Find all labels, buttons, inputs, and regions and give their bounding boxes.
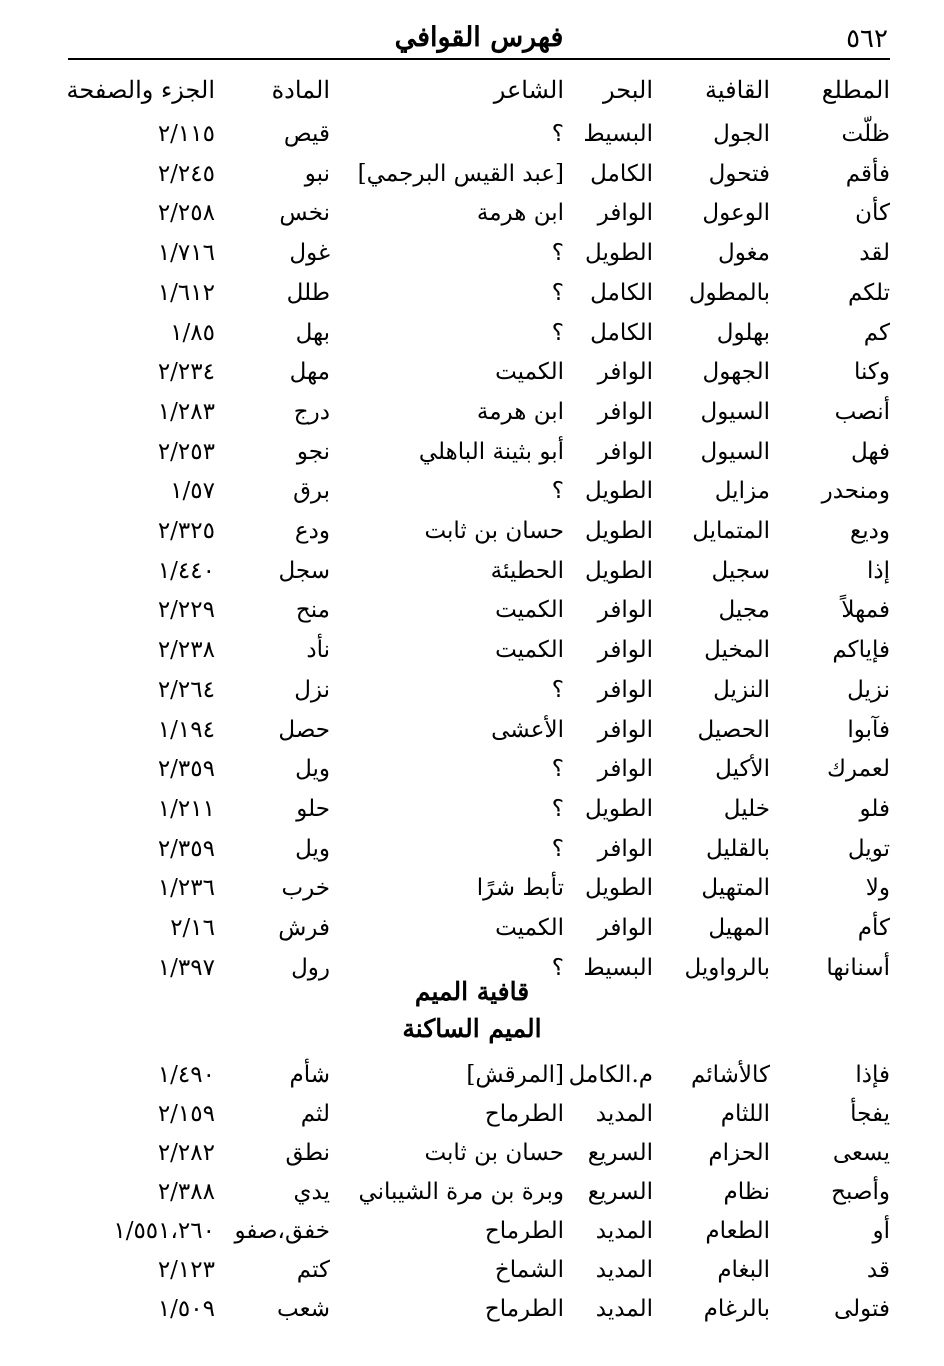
cell-root: نزل — [294, 676, 330, 703]
cell-qafiya: خليل — [723, 795, 770, 822]
cell-qafiya: مجيل — [718, 597, 770, 624]
cell-root: لثم — [300, 1101, 330, 1127]
cell-poet: الطرماح — [484, 1101, 564, 1127]
cell-poet: [عبد القيس البرجمي] — [357, 160, 564, 187]
cell-poet: تأبط شرًا — [476, 875, 564, 902]
cell-matla: وأصبح — [831, 1179, 890, 1205]
cell-qafiya: الجهول — [702, 359, 770, 386]
cell-root: برق — [293, 478, 330, 505]
cell-bahr: الوافر — [597, 756, 653, 783]
cell-matla: كأن — [855, 200, 890, 227]
col-header-shaer: الشاعر — [493, 76, 564, 104]
table-row — [0, 630, 944, 670]
cell-qafiya: النزيل — [713, 676, 770, 703]
cell-bahr: الوافر — [597, 597, 653, 624]
cell-bahr: المديد — [595, 1218, 653, 1244]
cell-volume-page: ٢/١٢٣ — [157, 1257, 215, 1283]
section-subtitle: الميم الساكنة — [402, 1014, 542, 1043]
cell-matla: فمهلاً — [841, 597, 890, 624]
cell-qafiya: الطعام — [705, 1218, 770, 1244]
cell-poet: الطرماح — [484, 1296, 564, 1322]
cell-qafiya: السيول — [700, 438, 770, 465]
cell-root: نخس — [279, 200, 330, 227]
cell-qafiya: اللثام — [720, 1101, 770, 1127]
cell-volume-page: ٢/١٥٩ — [157, 1101, 215, 1127]
cell-volume-page: ١/٢١١ — [157, 795, 215, 822]
cell-matla: ومنحدر — [821, 478, 890, 505]
cell-matla: فإذا — [855, 1062, 890, 1088]
cell-root: بهل — [295, 319, 330, 346]
cell-poet: أبو بثينة الباهلي — [418, 438, 564, 465]
cell-poet: الأعشى — [491, 716, 564, 743]
cell-root: فرش — [278, 915, 330, 941]
cell-volume-page: ٢/٢٣٨ — [157, 637, 215, 664]
table-row — [0, 590, 944, 630]
cell-matla: إذا — [866, 557, 890, 584]
table-row — [0, 233, 944, 273]
table-row — [0, 313, 944, 353]
cell-root: ودع — [294, 518, 330, 544]
cell-volume-page: ١/٦١٢ — [157, 279, 215, 306]
cell-matla: لعمرك — [826, 756, 890, 783]
cell-poet: ؟ — [551, 756, 564, 783]
table-row — [0, 154, 944, 194]
cell-qafiya: المهيل — [708, 915, 770, 941]
cell-matla: ظلّت — [841, 121, 890, 147]
cell-qafiya: المتهيل — [701, 875, 770, 902]
cell-volume-page: ١/٢٨٣ — [157, 398, 215, 425]
cell-root: يدي — [293, 1179, 330, 1205]
table-row — [0, 1289, 944, 1329]
cell-volume-page: ٢/٣٥٩ — [157, 835, 215, 862]
cell-bahr: الوافر — [597, 716, 653, 743]
cell-matla: تلكم — [847, 279, 890, 306]
cell-poet: وبرة بن مرة الشيباني — [358, 1179, 564, 1205]
cell-root: خفق،صفو — [234, 1218, 330, 1244]
table-row — [0, 352, 944, 392]
cell-bahr: م.الكامل — [568, 1062, 653, 1088]
cell-root: سجل — [278, 557, 330, 584]
col-header-matla: المطلع — [821, 76, 890, 104]
cell-volume-page: ١/٨٥ — [170, 319, 215, 346]
cell-bahr: الكامل — [590, 279, 653, 306]
cell-bahr: المديد — [595, 1101, 653, 1127]
cell-poet: ؟ — [551, 795, 564, 822]
cell-poet: ؟ — [551, 835, 564, 862]
cell-poet: الشماخ — [494, 1257, 564, 1283]
cell-root: نبو — [304, 160, 330, 187]
cell-qafiya: مزايل — [714, 478, 770, 505]
cell-qafiya: الأكيل — [715, 756, 770, 783]
table-row — [0, 551, 944, 591]
cell-qafiya: البغام — [717, 1257, 770, 1283]
col-header-bahr: البحر — [603, 76, 653, 104]
cell-poet: ابن هرمة — [476, 398, 564, 425]
cell-matla: فتولى — [834, 1296, 890, 1322]
page-header — [68, 18, 890, 60]
cell-bahr: الوافر — [597, 835, 653, 862]
table-row — [0, 392, 944, 432]
cell-bahr: المديد — [595, 1257, 653, 1283]
cell-qafiya: بالرواويل — [684, 954, 770, 981]
cell-qafiya: المخيل — [704, 637, 770, 664]
cell-qafiya: كالأشائم — [690, 1062, 770, 1088]
cell-bahr: البسيط — [583, 954, 653, 981]
cell-qafiya: الحزام — [708, 1140, 770, 1166]
cell-matla: نزيل — [847, 676, 890, 703]
table-row — [0, 114, 944, 154]
cell-matla: وكنا — [853, 359, 890, 386]
cell-matla: فأقم — [845, 160, 890, 187]
cell-matla: فإياكم — [832, 637, 890, 664]
cell-matla: يسعى — [832, 1140, 890, 1166]
cell-qafiya: فتحول — [708, 160, 770, 187]
table-row — [0, 829, 944, 869]
table-row — [0, 789, 944, 829]
cell-poet: حسان بن ثابت — [424, 518, 564, 544]
cell-bahr: الطويل — [585, 875, 653, 902]
col-header-madda: المادة — [271, 76, 330, 104]
table-row — [0, 670, 944, 710]
cell-root: شأم — [289, 1062, 330, 1088]
table-row — [0, 273, 944, 313]
cell-volume-page: ٢/٢٨٢ — [157, 1140, 215, 1166]
cell-qafiya: بهلول — [716, 319, 770, 346]
cell-bahr: الكامل — [590, 160, 653, 187]
cell-poet: الكميت — [495, 359, 564, 386]
cell-bahr: الطويل — [585, 557, 653, 584]
cell-volume-page: ١/٥٥١،٢٦٠ — [113, 1218, 215, 1244]
cell-root: نجو — [296, 438, 330, 465]
cell-volume-page: ٢/٣٢٥ — [157, 518, 215, 544]
cell-matla: أو — [872, 1218, 890, 1244]
cell-poet: ابن هرمة — [476, 200, 564, 227]
cell-root: منح — [295, 597, 330, 624]
column-headers — [0, 70, 944, 110]
cell-volume-page: ٢/٣٨٨ — [157, 1179, 215, 1205]
cell-poet: ؟ — [551, 478, 564, 505]
col-header-ref: الجزء والصفحة — [66, 76, 215, 104]
cell-matla: وديع — [850, 518, 890, 544]
cell-bahr: السريع — [587, 1179, 653, 1205]
cell-qafiya: الوعول — [702, 200, 770, 227]
cell-qafiya: مغول — [717, 240, 770, 267]
cell-volume-page: ١/٤٤٠ — [157, 557, 215, 584]
table-row — [0, 1250, 944, 1290]
cell-matla: فهل — [850, 438, 890, 465]
cell-matla: أنصب — [834, 398, 890, 425]
cell-volume-page: ١/٥٧ — [170, 478, 215, 505]
cell-bahr: الطويل — [585, 795, 653, 822]
cell-bahr: الوافر — [597, 200, 653, 227]
cell-bahr: الوافر — [597, 359, 653, 386]
cell-matla: قد — [866, 1257, 890, 1283]
cell-bahr: المديد — [595, 1296, 653, 1322]
table-row — [0, 1133, 944, 1173]
cell-poet: ؟ — [551, 279, 564, 306]
cell-volume-page: ٢/٢٢٩ — [157, 597, 215, 624]
cell-volume-page: ٢/٢٥٣ — [157, 438, 215, 465]
table-row — [0, 432, 944, 472]
table-row — [0, 1211, 944, 1251]
cell-bahr: الطويل — [585, 478, 653, 505]
cell-volume-page: ٢/٢٦٤ — [157, 676, 215, 703]
header-rule — [68, 58, 890, 60]
col-header-qafiya: القافية — [704, 76, 770, 104]
cell-poet: الكميت — [495, 915, 564, 941]
page-title: فهرس القوافي — [394, 22, 564, 53]
cell-root: حصل — [278, 716, 330, 743]
cell-qafiya: السيول — [700, 398, 770, 425]
cell-root: شعب — [277, 1296, 330, 1322]
cell-volume-page: ٢/٢٤٥ — [157, 160, 215, 187]
cell-poet: حسان بن ثابت — [424, 1140, 564, 1166]
cell-volume-page: ١/١٩٤ — [157, 716, 215, 743]
cell-poet: [المرقش] — [466, 1062, 564, 1088]
cell-bahr: الطويل — [585, 240, 653, 267]
cell-matla: ولا — [865, 875, 890, 902]
cell-bahr: الوافر — [597, 438, 653, 465]
cell-poet: ؟ — [551, 954, 564, 981]
cell-root: قيص — [283, 121, 330, 147]
cell-matla: يفجأ — [850, 1101, 890, 1127]
table-row — [0, 471, 944, 511]
cell-qafiya: المتمايل — [692, 518, 770, 544]
cell-root: خرب — [281, 875, 330, 902]
cell-poet: ؟ — [551, 319, 564, 346]
cell-root: مهل — [289, 359, 330, 386]
cell-matla: أسنانها — [826, 954, 890, 981]
cell-root: كتم — [296, 1257, 330, 1283]
cell-poet: ؟ — [551, 121, 564, 147]
cell-root: حلو — [296, 795, 330, 822]
cell-volume-page: ٢/٢٣٤ — [157, 359, 215, 386]
cell-bahr: الوافر — [597, 637, 653, 664]
cell-bahr: السريع — [587, 1140, 653, 1166]
cell-qafiya: الحصيل — [697, 716, 770, 743]
cell-poet: الحطيئة — [490, 557, 564, 584]
cell-qafiya: نظام — [723, 1179, 770, 1205]
cell-volume-page: ١/٤٩٠ — [157, 1062, 215, 1088]
cell-matla: لقد — [859, 240, 890, 267]
cell-qafiya: بالقليل — [705, 835, 770, 862]
table-row — [0, 511, 944, 551]
cell-root: ويل — [295, 835, 330, 862]
table-row — [0, 749, 944, 789]
cell-bahr: البسيط — [583, 121, 653, 147]
cell-bahr: الوافر — [597, 676, 653, 703]
cell-matla: كأم — [857, 915, 890, 941]
cell-root: نأد — [306, 637, 330, 664]
cell-qafiya: سجيل — [711, 557, 770, 584]
cell-root: ويل — [295, 756, 330, 783]
cell-root: رول — [291, 954, 330, 981]
cell-root: طلل — [286, 279, 330, 306]
cell-matla: تويل — [847, 835, 890, 862]
cell-bahr: الوافر — [597, 398, 653, 425]
cell-poet: الكميت — [495, 597, 564, 624]
table-row — [0, 1172, 944, 1212]
cell-bahr: الوافر — [597, 915, 653, 941]
cell-matla: كم — [863, 319, 890, 346]
cell-bahr: الطويل — [585, 518, 653, 544]
cell-volume-page: ٢/١١٥ — [157, 121, 215, 147]
section-title: قافية الميم — [414, 977, 530, 1006]
table-row — [0, 1094, 944, 1134]
table-row — [0, 710, 944, 750]
cell-poet: ؟ — [551, 676, 564, 703]
page-number: ٥٦٢ — [846, 24, 888, 54]
table-row — [0, 1055, 944, 1095]
cell-qafiya: الجول — [713, 121, 770, 147]
cell-volume-page: ١/٥٠٩ — [157, 1296, 215, 1322]
cell-root: نطق — [285, 1140, 330, 1166]
cell-matla: فآبوا — [847, 716, 890, 743]
table-row — [0, 908, 944, 948]
cell-poet: الطرماح — [484, 1218, 564, 1244]
cell-poet: الكميت — [495, 637, 564, 664]
cell-volume-page: ١/٣٩٧ — [157, 954, 215, 981]
cell-root: غول — [289, 240, 330, 267]
cell-bahr: الكامل — [590, 319, 653, 346]
cell-matla: فلو — [859, 795, 890, 822]
cell-volume-page: ١/٢٣٦ — [157, 875, 215, 902]
cell-volume-page: ٢/١٦ — [170, 915, 215, 941]
cell-qafiya: بالرغام — [703, 1296, 770, 1322]
cell-qafiya: بالمطول — [688, 279, 770, 306]
table-row — [0, 868, 944, 908]
cell-volume-page: ٢/٢٥٨ — [157, 200, 215, 227]
cell-poet: ؟ — [551, 240, 564, 267]
cell-root: درج — [293, 398, 330, 425]
cell-volume-page: ١/٧١٦ — [157, 240, 215, 267]
cell-volume-page: ٢/٣٥٩ — [157, 756, 215, 783]
table-row — [0, 193, 944, 233]
